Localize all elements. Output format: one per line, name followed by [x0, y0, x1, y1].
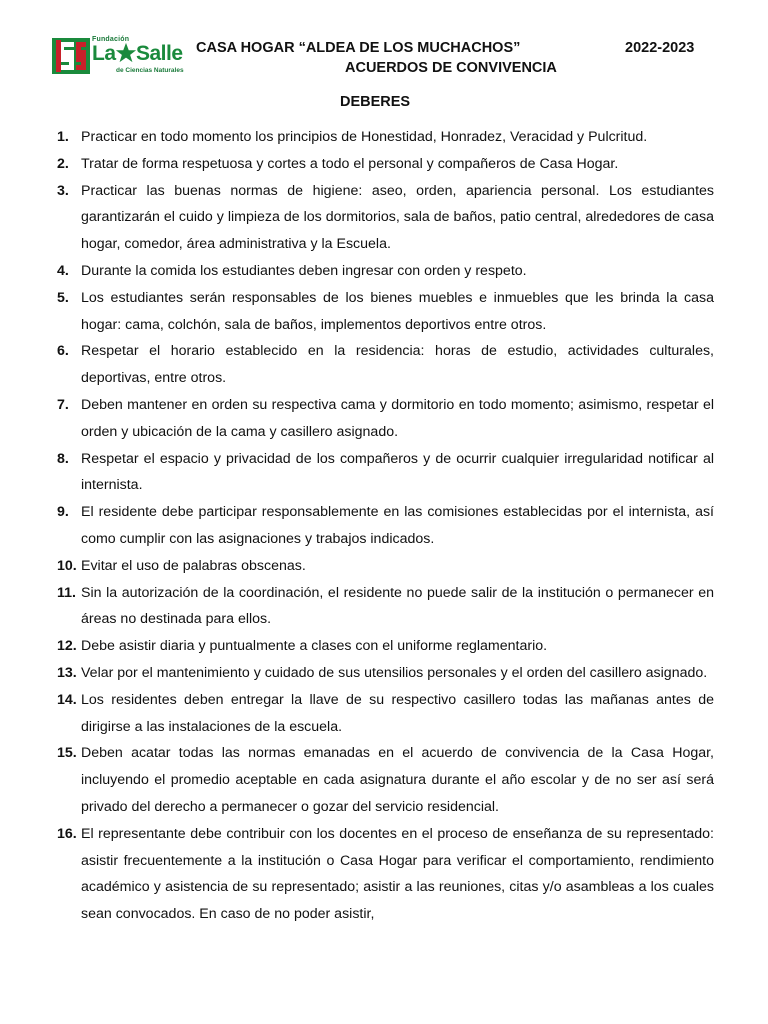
item-number: 12. [57, 638, 77, 655]
list-item [57, 660, 714, 687]
item-text: Velar por el mantenimiento y cuidado de sus utensilios personales y el orden del casillero asignado. [81, 664, 708, 681]
logo-mark-icon [52, 36, 92, 76]
item-text: Deben acatar todas las normas emanadas en el acuerdo de convivencia de la Casa Hogar, incluyendo el promedio aceptable en cada asignatura durante el año escolar y de no ser así será privado del derecho a permanecer o gozar del servicio residencial. [81, 745, 714, 815]
list-item [57, 821, 714, 928]
item-number: 5. [57, 289, 69, 306]
item-text: Deben mantener en orden su respectiva cama y dormitorio en todo momento; asimismo, respetar el orden y ubicación de la cama y casillero asignado. [81, 396, 714, 440]
list-item [57, 124, 714, 151]
logo-la-text: La [92, 42, 116, 65]
document-title: CASA HOGAR “ALDEA DE LOS MUCHACHOS” [196, 40, 521, 56]
list-item [57, 633, 714, 660]
item-text: Practicar las buenas normas de higiene: aseo, orden, apariencia personal. Los estudiantes garantizarán el cuido y limpieza de los dormitorios, sala de baños, patio central, alrededores de casa hogar, comedor, área administrativa y la Escuela. [81, 182, 714, 253]
item-text: Evitar el uso de palabras obscenas. [81, 557, 306, 574]
item-number: 2. [57, 155, 69, 172]
item-text: Los estudiantes serán responsables de los bienes muebles e inmuebles que les brinda la casa hogar: cama, colchón, sala de baños, implementos deportivos entre otros. [81, 289, 714, 333]
item-number: 13. [57, 664, 77, 681]
item-text: Respetar el horario establecido en la residencia: horas de estudio, actividades culturales, deportivas, entre otros. [81, 343, 714, 387]
section-title-deberes: DEBERES [340, 94, 411, 110]
item-number: 16. [57, 825, 77, 842]
logo-subtitle-text: de Ciencias Naturales [116, 67, 184, 74]
list-item [57, 553, 714, 580]
logo-fundacion-text: Fundación [92, 36, 130, 43]
list-item [57, 258, 714, 285]
item-number: 15. [57, 745, 77, 762]
item-text: Los residentes deben entregar la llave de su respectivo casillero todas las mañanas antes de dirigirse a las instalaciones de la escuela. [81, 691, 714, 735]
list-item [57, 740, 714, 820]
school-year: 2022-2023 [625, 40, 695, 56]
list-item [57, 446, 714, 500]
fundacion-la-salle-logo [52, 36, 188, 78]
list-item [57, 285, 714, 339]
item-number: 14. [57, 691, 77, 708]
item-number: 7. [57, 396, 69, 413]
item-text: El residente debe participar responsablemente en las comisiones establecidas por el internista, así como cumplir con las asignaciones y trabajos indicados. [81, 504, 714, 547]
item-number: 4. [57, 262, 69, 279]
item-number: 11. [57, 584, 76, 601]
item-number: 3. [57, 182, 69, 199]
item-text: Respetar el espacio y privacidad de los compañeros y de ocurrir cualquier irregularidad notificar al internista. [81, 450, 714, 494]
item-number: 10. [57, 557, 77, 574]
item-number: 1. [57, 129, 69, 145]
item-number: 9. [57, 504, 69, 521]
item-text: Practicar en todo momento los principios de Honestidad, Honradez, Veracidad y Pulcritud. [81, 129, 648, 145]
item-text: Durante la comida los estudiantes deben ingresar con orden y respeto. [81, 262, 527, 279]
list-item [57, 687, 714, 741]
item-number: 6. [57, 343, 69, 360]
list-item [57, 338, 714, 392]
list-item [57, 499, 714, 553]
deberes-list [57, 124, 714, 928]
list-item [57, 151, 714, 178]
item-text: El representante debe contribuir con los docentes en el proceso de enseñanza de su representado: asistir frecuentemente a la institución o Casa Hogar para verificar el comportamiento, rendimiento académico y asistencia de su representado; asistir a las reuniones, citas y/o asambleas a los cuales sean convocados. En caso de no poder asistir, [81, 825, 714, 923]
item-text: Debe asistir diaria y puntualmente a clases con el uniforme reglamentario. [81, 638, 548, 655]
item-text: Sin la autorización de la coordinación, el residente no puede salir de la institución o permanecer en áreas no destinada para ellos. [81, 584, 714, 628]
list-item [57, 392, 714, 446]
item-number: 8. [57, 450, 69, 467]
star-icon [115, 42, 137, 64]
logo-salle-text: Salle [136, 42, 183, 65]
item-text: Tratar de forma respetuosa y cortes a todo el personal y compañeros de Casa Hogar. [81, 155, 619, 172]
list-item [57, 178, 714, 258]
list-item [57, 580, 714, 634]
document-subtitle: ACUERDOS DE CONVIVENCIA [345, 60, 557, 76]
